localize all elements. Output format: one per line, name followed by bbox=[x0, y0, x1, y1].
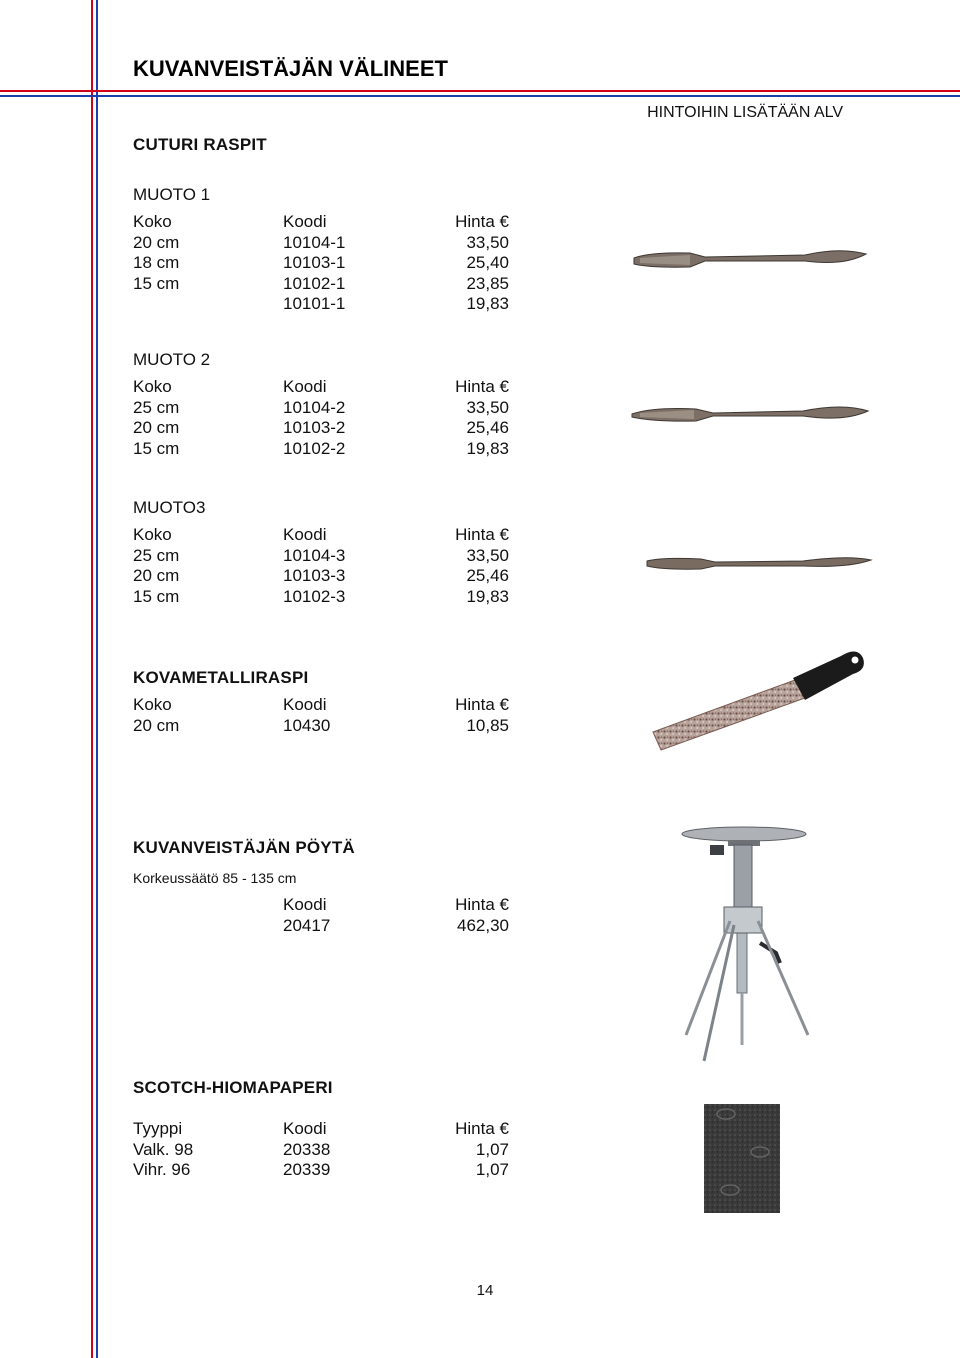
sculptor-table-image bbox=[668, 825, 818, 1065]
price-cell: 33,50 bbox=[466, 397, 509, 417]
price-cell: 33,50 bbox=[466, 232, 509, 252]
header-cell: Hinta € bbox=[455, 695, 509, 714]
table-row bbox=[133, 418, 509, 439]
size-cell: 20 cm bbox=[133, 232, 180, 252]
size-cell: 20 cm bbox=[133, 418, 180, 437]
price-cell: 1,07 bbox=[475, 1160, 509, 1179]
rasp-muoto1-image bbox=[630, 240, 870, 275]
kovametalliraspi-table bbox=[133, 695, 509, 736]
table-row bbox=[133, 233, 509, 254]
code-cell: 10104-1 bbox=[283, 232, 346, 252]
size-cell: 15 cm bbox=[133, 586, 180, 606]
table-header bbox=[133, 212, 509, 233]
type-cell: Valk. 98 bbox=[133, 1139, 194, 1159]
muoto3-table bbox=[133, 525, 509, 607]
code-cell: 20338 bbox=[283, 1139, 331, 1159]
muoto2-title: MUOTO 2 bbox=[133, 350, 211, 369]
header-cell: Koodi bbox=[283, 377, 327, 396]
table-row bbox=[133, 916, 509, 937]
table-header bbox=[133, 377, 509, 398]
price-cell: 33,50 bbox=[466, 545, 509, 565]
price-cell: 1,07 bbox=[475, 1139, 509, 1159]
code-cell: 20339 bbox=[283, 1160, 331, 1179]
price-cell: 19,83 bbox=[466, 438, 509, 458]
type-cell: Vihr. 96 bbox=[133, 1160, 191, 1179]
code-cell: 10104-3 bbox=[283, 545, 346, 565]
muoto1-title: MUOTO 1 bbox=[133, 185, 211, 204]
header-cell: Koodi bbox=[283, 212, 327, 231]
header-cell: Hinta € bbox=[455, 895, 509, 914]
price-cell: 19,83 bbox=[466, 294, 509, 313]
price-cell: 10,85 bbox=[466, 715, 509, 735]
rasp-muoto2-image bbox=[628, 395, 873, 430]
table-row bbox=[133, 274, 509, 295]
poyta-table bbox=[133, 895, 509, 936]
header-cell: Koodi bbox=[283, 1119, 327, 1138]
table-row bbox=[133, 566, 509, 587]
table-row bbox=[133, 1160, 509, 1181]
price-cell: 23,85 bbox=[466, 273, 509, 293]
table-header bbox=[133, 895, 509, 916]
carbide-rasp-image bbox=[645, 640, 870, 755]
code-cell: 10103-3 bbox=[283, 566, 346, 585]
header-cell: Koko bbox=[133, 212, 172, 231]
price-cell: 25,46 bbox=[466, 418, 509, 437]
size-cell: 20 cm bbox=[133, 715, 180, 735]
scotch-heading: SCOTCH-HIOMAPAPERI bbox=[133, 1078, 333, 1097]
header-cell: Koko bbox=[133, 695, 172, 714]
table-header bbox=[133, 525, 509, 546]
size-cell: 20 cm bbox=[133, 566, 180, 585]
muoto2-table bbox=[133, 377, 509, 459]
price-cell: 25,40 bbox=[466, 253, 509, 272]
border-line-red bbox=[91, 0, 93, 1358]
code-cell: 10102-2 bbox=[283, 438, 346, 458]
code-cell: 10101-1 bbox=[283, 294, 346, 313]
table-row bbox=[133, 587, 509, 608]
header-cell: Koodi bbox=[283, 695, 327, 714]
size-cell: 25 cm bbox=[133, 545, 180, 565]
size-cell: 18 cm bbox=[133, 253, 180, 272]
poyta-heading: KUVANVEISTÄJÄN PÖYTÄ bbox=[133, 838, 355, 857]
page-number: 14 bbox=[476, 1282, 494, 1299]
header-cell: Hinta € bbox=[455, 1119, 509, 1138]
price-cell: 462,30 bbox=[457, 915, 509, 935]
table-row bbox=[133, 439, 509, 460]
size-cell: 15 cm bbox=[133, 438, 180, 458]
header-line-blue bbox=[0, 95, 960, 97]
header-cell: Koodi bbox=[283, 525, 327, 544]
muoto3-title: MUOTO3 bbox=[133, 498, 206, 517]
header-cell: Hinta € bbox=[455, 377, 509, 396]
scotch-pad-image bbox=[704, 1104, 780, 1213]
code-cell: 10103-2 bbox=[283, 418, 346, 437]
header-cell: Tyyppi bbox=[133, 1119, 183, 1138]
table-row bbox=[133, 253, 509, 274]
table-header bbox=[133, 695, 509, 716]
muoto1-table bbox=[133, 212, 509, 315]
table-row bbox=[133, 546, 509, 567]
header-cell: Koko bbox=[133, 377, 172, 396]
header-cell: Koodi bbox=[283, 895, 327, 914]
cuturi-heading: CUTURI RASPIT bbox=[133, 135, 267, 154]
rasp-muoto3-image bbox=[643, 548, 875, 578]
size-cell: 15 cm bbox=[133, 273, 180, 293]
border-line-blue bbox=[96, 0, 98, 1358]
table-row bbox=[133, 716, 509, 737]
header-cell: Hinta € bbox=[455, 525, 509, 544]
table-row bbox=[133, 294, 509, 315]
code-cell: 10103-1 bbox=[283, 253, 346, 272]
poyta-note: Korkeussäätö 85 - 135 cm bbox=[133, 870, 297, 886]
header-cell: Koko bbox=[133, 525, 172, 544]
kovametalliraspi-heading: KOVAMETALLIRASPI bbox=[133, 668, 309, 687]
page-title: KUVANVEISTÄJÄN VÄLINEET bbox=[133, 56, 448, 81]
price-cell: 25,46 bbox=[466, 566, 509, 585]
code-cell: 20417 bbox=[283, 915, 331, 935]
code-cell: 10104-2 bbox=[283, 397, 346, 417]
header-cell: Hinta € bbox=[455, 212, 509, 231]
price-note: HINTOIHIN LISÄTÄÄN ALV bbox=[647, 104, 843, 121]
header-cell bbox=[133, 895, 283, 916]
table-row bbox=[133, 1140, 509, 1161]
table-header bbox=[133, 1119, 509, 1140]
scotch-table bbox=[133, 1119, 509, 1181]
price-cell: 19,83 bbox=[466, 586, 509, 606]
header-line-red bbox=[0, 90, 960, 92]
code-cell: 10102-1 bbox=[283, 273, 346, 293]
code-cell: 10102-3 bbox=[283, 586, 346, 606]
size-cell bbox=[133, 294, 283, 315]
size-cell: 25 cm bbox=[133, 397, 180, 417]
size-cell bbox=[133, 916, 283, 937]
table-row bbox=[133, 398, 509, 419]
code-cell: 10430 bbox=[283, 715, 331, 735]
